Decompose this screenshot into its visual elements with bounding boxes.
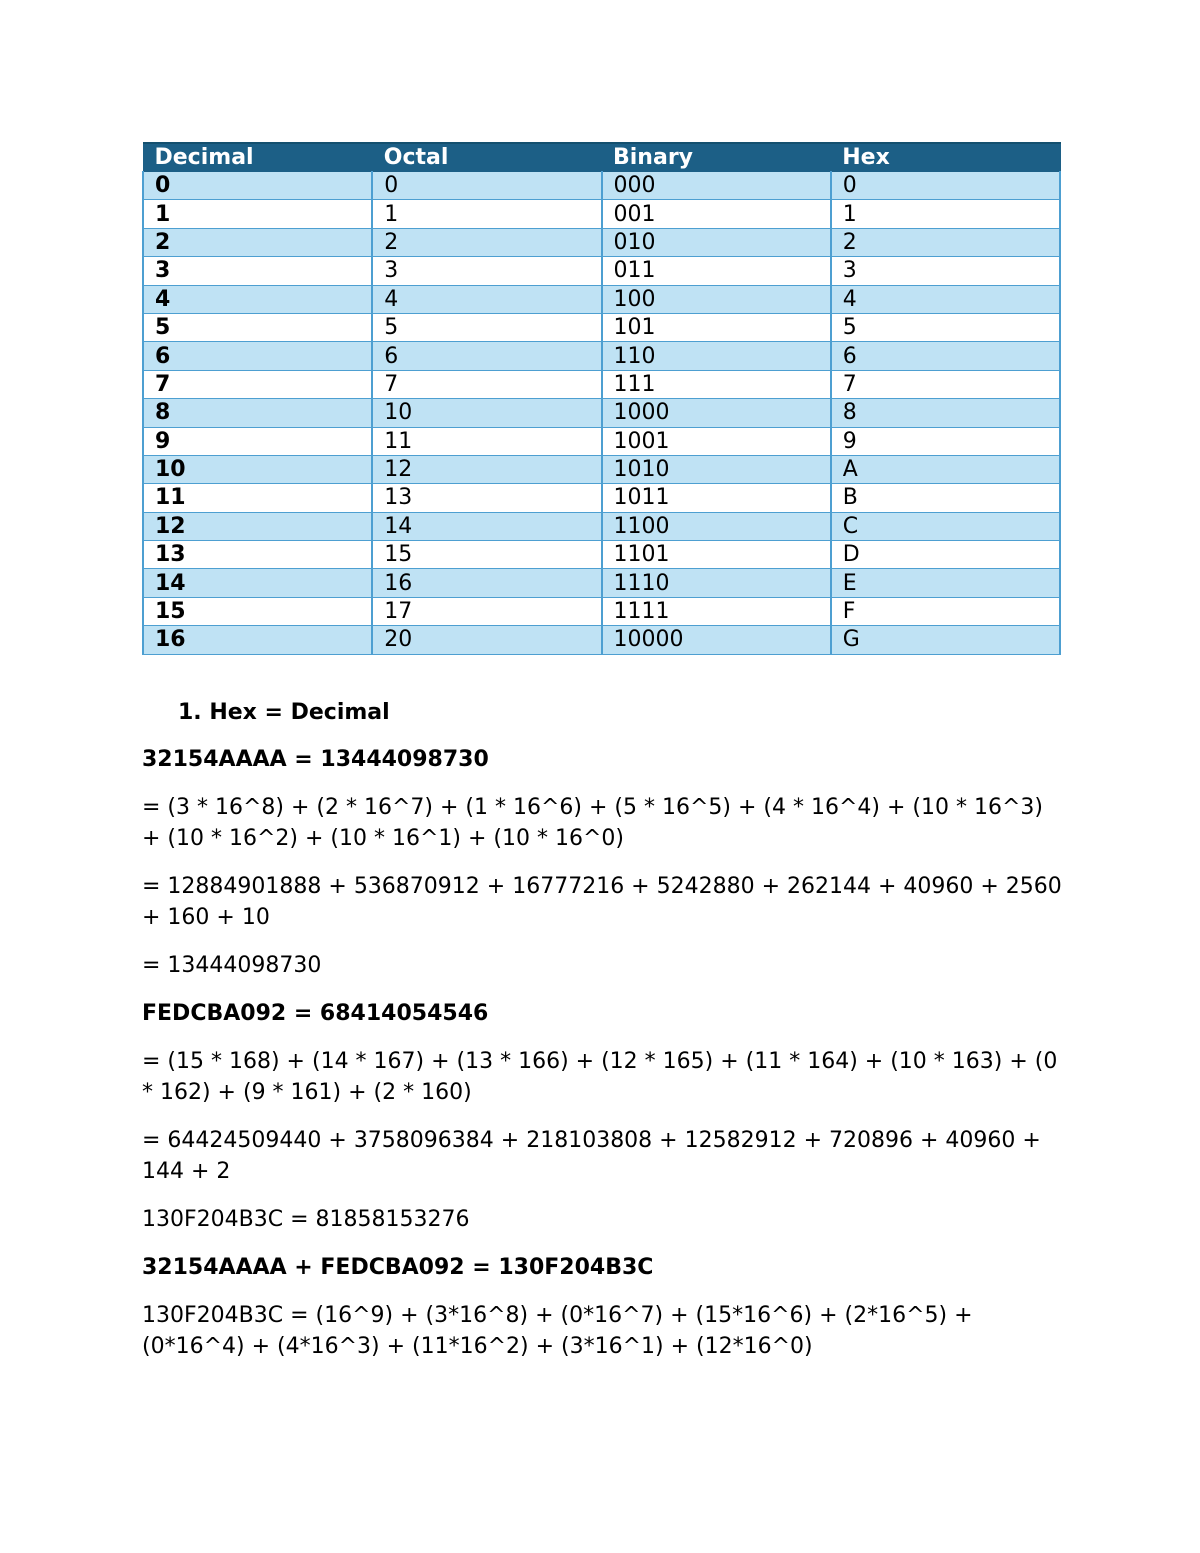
cell-octal: 20 xyxy=(372,626,601,654)
work-lines xyxy=(142,744,1067,1362)
cell-binary: 1101 xyxy=(602,541,831,569)
cell-hex: 7 xyxy=(831,370,1060,398)
cell-decimal: 9 xyxy=(143,427,372,455)
equation-line: = 64424509440 + 3758096384 + 218103808 + 12582912 + 720896 + 40960 + 144 + 2 xyxy=(142,1128,1041,1184)
cell-octal: 7 xyxy=(372,370,601,398)
cell-octal: 6 xyxy=(372,342,601,370)
cell-hex: 4 xyxy=(831,285,1060,313)
cell-decimal: 6 xyxy=(143,342,372,370)
cell-decimal: 1 xyxy=(143,200,372,228)
equation-line: = (15 * 168) + (14 * 167) + (13 * 166) + (12 * 165) + (11 * 164) + (10 * 163) + (0 * 162) + (9 * 161) + (2 * 160) xyxy=(142,1049,1058,1105)
cell-hex: 5 xyxy=(831,313,1060,341)
cell-binary: 10000 xyxy=(602,626,831,654)
equation-line: = (3 * 16^8) + (2 * 16^7) + (1 * 16^6) + (5 * 16^5) + (4 * 16^4) + (10 * 16^3) + (10 * 16^2) + (10 * 16^1) + (10 * 16^0) xyxy=(142,795,1043,851)
cell-hex: A xyxy=(831,455,1060,483)
table-row xyxy=(143,597,1060,625)
equation-heading: 32154AAAA + FEDCBA092 = 130F204B3C xyxy=(142,1255,654,1280)
table-row xyxy=(143,455,1060,483)
cell-hex: 3 xyxy=(831,257,1060,285)
cell-hex: C xyxy=(831,512,1060,540)
cell-hex: 1 xyxy=(831,200,1060,228)
header-binary: Binary xyxy=(602,143,831,172)
cell-hex: 6 xyxy=(831,342,1060,370)
cell-binary: 010 xyxy=(602,228,831,256)
cell-binary: 1100 xyxy=(602,512,831,540)
cell-binary: 1111 xyxy=(602,597,831,625)
cell-hex: 9 xyxy=(831,427,1060,455)
cell-decimal: 5 xyxy=(143,313,372,341)
cell-octal: 3 xyxy=(372,257,601,285)
cell-decimal: 14 xyxy=(143,569,372,597)
equation-line: = 12884901888 + 536870912 + 16777216 + 5242880 + 262144 + 40960 + 2560 + 160 + 10 xyxy=(142,874,1062,930)
table-row xyxy=(143,427,1060,455)
cell-hex: F xyxy=(831,597,1060,625)
cell-octal: 11 xyxy=(372,427,601,455)
conversion-work xyxy=(142,697,1067,1379)
equation-heading: FEDCBA092 = 68414054546 xyxy=(142,1001,489,1026)
cell-binary: 1010 xyxy=(602,455,831,483)
cell-decimal: 0 xyxy=(143,172,372,200)
table-row xyxy=(143,512,1060,540)
equation-heading: 32154AAAA = 13444098730 xyxy=(142,747,489,772)
cell-octal: 0 xyxy=(372,172,601,200)
header-hex: Hex xyxy=(831,143,1060,172)
section-heading: 1. Hex = Decimal xyxy=(178,700,390,725)
cell-decimal: 3 xyxy=(143,257,372,285)
cell-binary: 001 xyxy=(602,200,831,228)
cell-binary: 011 xyxy=(602,257,831,285)
cell-octal: 10 xyxy=(372,399,601,427)
table-row xyxy=(143,200,1060,228)
cell-hex: E xyxy=(831,569,1060,597)
cell-octal: 5 xyxy=(372,313,601,341)
cell-decimal: 2 xyxy=(143,228,372,256)
table-row xyxy=(143,342,1060,370)
table-row xyxy=(143,399,1060,427)
cell-decimal: 12 xyxy=(143,512,372,540)
cell-decimal: 15 xyxy=(143,597,372,625)
cell-binary: 1001 xyxy=(602,427,831,455)
table-row xyxy=(143,172,1060,200)
cell-octal: 17 xyxy=(372,597,601,625)
table-row xyxy=(143,370,1060,398)
equation-line: = 13444098730 xyxy=(142,953,322,978)
cell-hex: B xyxy=(831,484,1060,512)
table-row xyxy=(143,285,1060,313)
table-row xyxy=(143,541,1060,569)
cell-octal: 13 xyxy=(372,484,601,512)
cell-octal: 12 xyxy=(372,455,601,483)
cell-octal: 14 xyxy=(372,512,601,540)
cell-octal: 16 xyxy=(372,569,601,597)
cell-decimal: 7 xyxy=(143,370,372,398)
cell-decimal: 16 xyxy=(143,626,372,654)
header-octal: Octal xyxy=(372,143,601,172)
cell-binary: 1110 xyxy=(602,569,831,597)
cell-hex: G xyxy=(831,626,1060,654)
cell-decimal: 11 xyxy=(143,484,372,512)
cell-octal: 1 xyxy=(372,200,601,228)
cell-octal: 15 xyxy=(372,541,601,569)
cell-decimal: 4 xyxy=(143,285,372,313)
cell-binary: 111 xyxy=(602,370,831,398)
table-row xyxy=(143,484,1060,512)
table-row xyxy=(143,257,1060,285)
cell-hex: 0 xyxy=(831,172,1060,200)
table-row xyxy=(143,626,1060,654)
table-row xyxy=(143,228,1060,256)
cell-octal: 2 xyxy=(372,228,601,256)
number-conversion-table xyxy=(142,142,1061,655)
cell-binary: 000 xyxy=(602,172,831,200)
cell-binary: 101 xyxy=(602,313,831,341)
table-body xyxy=(143,172,1060,655)
cell-binary: 100 xyxy=(602,285,831,313)
equation-line: 130F204B3C = (16^9) + (3*16^8) + (0*16^7) + (15*16^6) + (2*16^5) + (0*16^4) + (4*16^3) + (11*16^2) + (3*16^1) + (12*16^0) xyxy=(142,1303,973,1359)
cell-hex: 2 xyxy=(831,228,1060,256)
equation-line: 130F204B3C = 81858153276 xyxy=(142,1207,470,1232)
cell-binary: 110 xyxy=(602,342,831,370)
cell-decimal: 10 xyxy=(143,455,372,483)
cell-decimal: 13 xyxy=(143,541,372,569)
table-header-row xyxy=(143,143,1060,172)
cell-binary: 1011 xyxy=(602,484,831,512)
header-decimal: Decimal xyxy=(143,143,372,172)
cell-binary: 1000 xyxy=(602,399,831,427)
cell-decimal: 8 xyxy=(143,399,372,427)
cell-octal: 4 xyxy=(372,285,601,313)
cell-hex: D xyxy=(831,541,1060,569)
table-row xyxy=(143,569,1060,597)
cell-hex: 8 xyxy=(831,399,1060,427)
table-row xyxy=(143,313,1060,341)
